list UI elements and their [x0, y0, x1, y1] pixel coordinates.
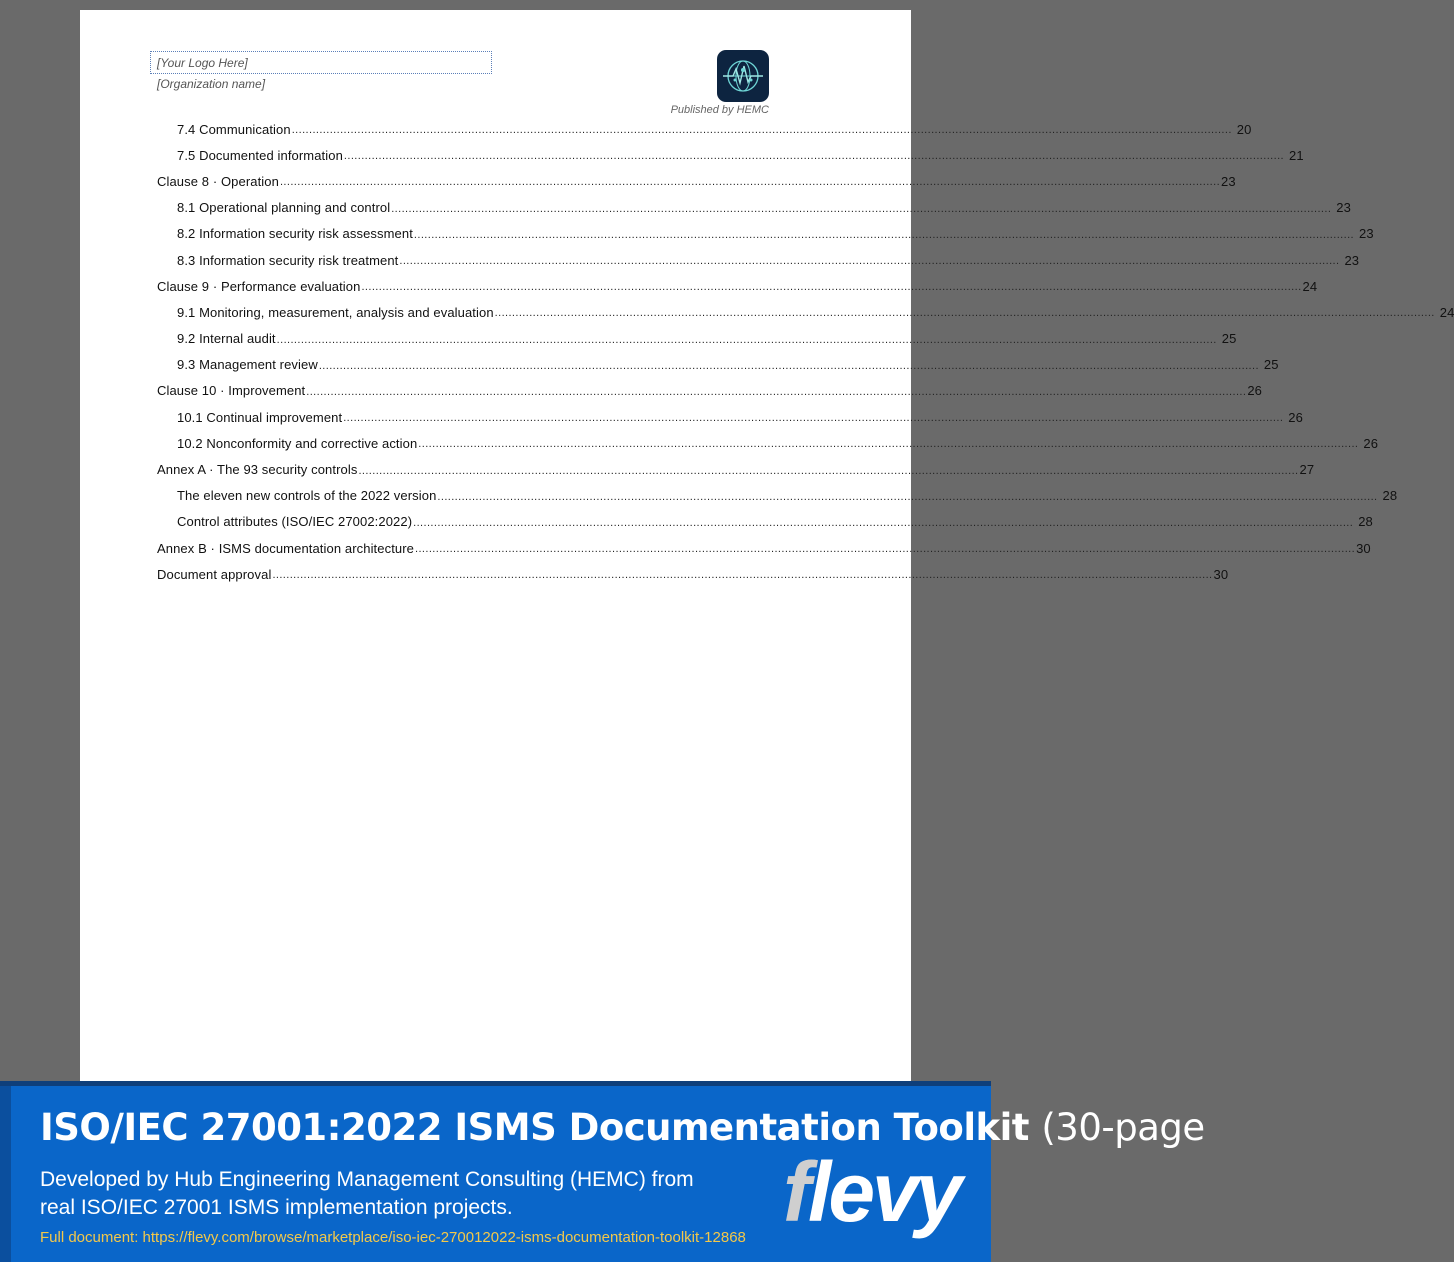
toc-entry-title: 8.1 Operational planning and control	[177, 200, 391, 216]
toc-entry-page: 30	[1356, 540, 1371, 556]
toc-entry-page: 20	[1236, 121, 1252, 137]
banner-top-rule	[0, 1081, 991, 1086]
toc-entry-page: 23	[1336, 200, 1351, 216]
banner-title	[40, 1106, 1205, 1149]
flevy-logo-rest: levy	[807, 1145, 960, 1239]
table-of-contents	[157, 116, 1454, 587]
toc-entry[interactable]	[157, 352, 1279, 378]
toc-dot-leader	[391, 200, 1331, 216]
banner-title-text: ISO/IEC 27001:2022 ISMS Documentation Toolkit	[40, 1106, 1029, 1149]
toc-dot-leader	[280, 173, 1220, 189]
toc-entry[interactable]	[157, 195, 1351, 221]
toc-dot-leader	[437, 488, 1377, 504]
toc-dot-leader	[399, 252, 1339, 268]
toc-entry-title: Annex B · ISMS documentation architecture	[157, 540, 415, 556]
toc-entry-title: 8.3 Information security risk treatment	[177, 252, 399, 268]
toc-entry-title: 8.2 Information security risk assessment	[177, 226, 413, 242]
toc-entry-page: 24	[1439, 304, 1454, 320]
banner-subtitle-line-2: real ISO/IEC 27001 ISMS implementation projects.	[40, 1196, 513, 1219]
toc-entry[interactable]	[157, 116, 1252, 142]
toc-entry-page: 26	[1247, 383, 1263, 399]
banner-title-suffix: (30-page	[1041, 1106, 1205, 1149]
toc-entry[interactable]	[157, 247, 1360, 273]
toc-entry-title: Annex A · The 93 security controls	[157, 462, 358, 478]
flevy-logo-f: f	[783, 1145, 808, 1239]
toc-entry[interactable]	[157, 561, 1229, 587]
toc-dot-leader	[306, 383, 1246, 399]
toc-dot-leader	[319, 357, 1259, 373]
toc-entry-page: 30	[1213, 566, 1229, 582]
toc-entry-page: 26	[1288, 409, 1303, 425]
toc-entry[interactable]	[157, 326, 1237, 352]
toc-entry-title: 9.2 Internal audit	[177, 331, 276, 347]
toc-entry[interactable]	[157, 404, 1303, 430]
toc-entry-title: Clause 10 · Improvement	[157, 383, 306, 399]
toc-entry-page: 26	[1363, 435, 1379, 451]
toc-entry-title: Control attributes (ISO/IEC 27002:2022)	[177, 514, 413, 530]
published-by-label: Published by HEMC	[670, 104, 769, 116]
toc-entry-page: 28	[1382, 488, 1398, 504]
toc-entry[interactable]	[157, 142, 1304, 168]
logo-placeholder-text: [Your Logo Here]	[157, 56, 248, 70]
toc-entry-title: 9.1 Monitoring, measurement, analysis and evaluation	[177, 304, 494, 320]
toc-dot-leader	[415, 540, 1355, 556]
toc-dot-leader	[358, 462, 1298, 478]
toc-entry[interactable]	[157, 509, 1373, 535]
toc-entry-title: Clause 8 · Operation	[157, 173, 279, 189]
toc-entry-page: 25	[1221, 331, 1237, 347]
toc-entry-page: 23	[1344, 252, 1360, 268]
toc-dot-leader	[495, 304, 1435, 320]
toc-entry-title: 10.2 Nonconformity and corrective action	[177, 435, 418, 451]
toc-entry-title: The eleven new controls of the 2022 version	[177, 488, 437, 504]
toc-dot-leader	[413, 514, 1353, 530]
flevy-logo	[783, 1144, 959, 1241]
banner-subtitle	[40, 1166, 700, 1222]
toc-entry[interactable]	[157, 483, 1398, 509]
toc-entry-page: 21	[1289, 147, 1304, 163]
toc-entry-page: 24	[1302, 278, 1318, 294]
toc-dot-leader	[418, 435, 1358, 451]
toc-dot-leader	[361, 278, 1301, 294]
toc-entry[interactable]	[157, 535, 1371, 561]
toc-entry-page: 28	[1358, 514, 1373, 530]
toc-dot-leader	[272, 566, 1212, 582]
toc-dot-leader	[414, 226, 1354, 242]
full-document-link[interactable]: Full document: https://flevy.com/browse/marketplace/iso-iec-270012022-isms-documentation-toolkit-12868	[40, 1229, 746, 1246]
toc-entry[interactable]	[157, 456, 1315, 482]
toc-dot-leader	[277, 331, 1217, 347]
toc-entry-page: 23	[1359, 226, 1374, 242]
organization-name: [Organization name]	[157, 77, 266, 91]
hemc-globe-logo-icon	[717, 50, 769, 102]
toc-entry-page: 25	[1263, 357, 1279, 373]
toc-entry[interactable]	[157, 221, 1374, 247]
toc-entry[interactable]	[157, 273, 1318, 299]
toc-dot-leader	[343, 409, 1283, 425]
toc-entry-title: 7.5 Documented information	[177, 147, 343, 163]
toc-entry-title: Document approval	[157, 566, 272, 582]
toc-entry-page: 27	[1299, 462, 1315, 478]
banner-left-bar	[0, 1086, 11, 1262]
toc-entry-page: 23	[1221, 173, 1236, 189]
toc-entry[interactable]	[157, 430, 1379, 456]
toc-entry-title: 10.1 Continual improvement	[177, 409, 343, 425]
toc-entry-title: Clause 9 · Performance evaluation	[157, 278, 361, 294]
toc-dot-leader	[292, 121, 1232, 137]
toc-entry[interactable]	[157, 378, 1263, 404]
toc-entry-title: 9.3 Management review	[177, 357, 318, 373]
toc-entry[interactable]	[157, 299, 1454, 325]
toc-dot-leader	[344, 147, 1284, 163]
toc-entry-title: 7.4 Communication	[177, 121, 291, 137]
banner-subtitle-line-1: Developed by Hub Engineering Management Consulting (HEMC) from	[40, 1168, 694, 1191]
document-page	[80, 10, 1454, 1081]
toc-entry[interactable]	[157, 168, 1236, 194]
